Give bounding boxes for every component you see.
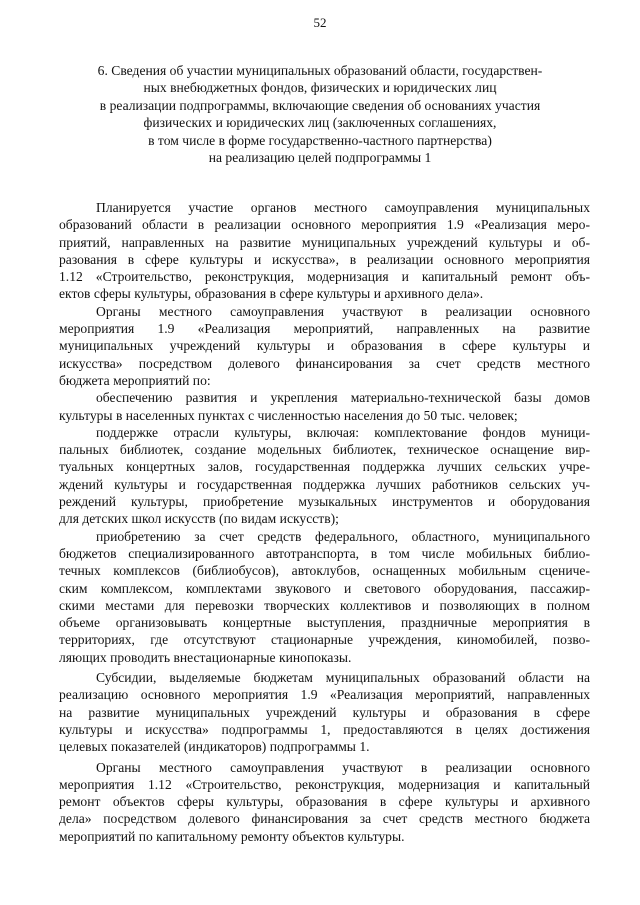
text-line: образований области в реализации основного мероприятия 1.9 «Реализация меро- xyxy=(59,217,590,233)
paragraph-participation xyxy=(59,199,590,303)
heading-line: в реализации подпрограммы, включающие сведения об основаниях участия xyxy=(99,97,541,113)
heading-line: в том числе в форме государственно-частного партнерства) xyxy=(148,132,492,148)
text-line: культуры в населенных пунктах с численностью населения до 50 тыс. человек; xyxy=(59,407,518,423)
text-line: ремонт объектов сферы культуры, образования в сфере культуры и архивного xyxy=(59,794,590,810)
page-number: 52 xyxy=(313,15,327,30)
paragraph-culture-support xyxy=(59,424,590,528)
text-line: течных комплексов (библиобусов), автоклубов, оснащенных мобильным сцениче- xyxy=(59,563,590,579)
text-line: обеспечению развития и укрепления материально-технической базы домов xyxy=(96,390,590,406)
text-line: приятий, направленных на развитие муниципальных учреждений культуры и об- xyxy=(59,234,590,250)
text-line: Субсидии, выделяемые бюджетам муниципальных образований области на xyxy=(96,670,590,686)
text-line: для детских школ искусств (по видам искусств); xyxy=(59,511,339,527)
text-line: муниципальных учреждений культуры и образования в сфере культуры и xyxy=(59,338,590,354)
section-heading xyxy=(80,62,560,166)
paragraph-material-base xyxy=(59,389,590,424)
paragraph-autotransport xyxy=(59,528,590,666)
text-line: бюджета мероприятий по: xyxy=(59,372,211,388)
paragraph-measure-1-9 xyxy=(59,303,590,389)
text-line: мероприятия 1.9 «Реализация мероприятий, направленных на развитие xyxy=(59,321,590,337)
text-line: разования в сфере культуры и искусства», в реализации основного мероприятия xyxy=(59,251,590,267)
text-line: ляющих проводить внестационарные кинопоказы. xyxy=(59,649,352,665)
heading-line: физических и юридических лиц (заключенных соглашениях, xyxy=(143,115,497,131)
text-line: Органы местного самоуправления участвуют в реализации основного xyxy=(96,303,590,319)
text-line: целевых показателей (индикаторов) подпрограммы 1. xyxy=(59,739,370,755)
text-line: культуры и искусства» подпрограммы 1, предоставляются в целях достижения xyxy=(59,721,590,737)
text-line: на развитие муниципальных учреждений культуры и образования в сфере xyxy=(59,704,590,720)
text-line: ским комплексом, комплектами звукового и светового оборудования, пассажир- xyxy=(59,580,590,596)
text-line: ждений культуры и государственная поддержка лучших работников сельских уч- xyxy=(59,476,590,492)
text-line: искусства» посредством долевого финансирования за счет средств местного xyxy=(59,355,590,371)
text-line: мероприятия 1.12 «Строительство, реконструкция, модернизация и капитальный xyxy=(59,776,590,792)
text-line: дела» посредством долевого финансирования за счет средств местного бюджета xyxy=(59,811,590,827)
text-line: территориях, где отсутствуют стационарные учреждения, киномобилей, позво- xyxy=(59,632,590,648)
text-line: поддержке отрасли культуры, включая: комплектование фондов муници- xyxy=(96,424,590,440)
text-line: скими местами для перевозки творческих коллективов и позволяющих в полном xyxy=(59,597,590,613)
text-line: приобретению за счет средств федерального, областного, муниципального xyxy=(96,528,590,544)
text-line: бюджетов специализированного автотранспорта, в том числе мобильных библио- xyxy=(59,545,590,561)
text-line: 1.12 «Строительство, реконструкция, модернизация и капитальный ремонт объ- xyxy=(59,269,590,285)
heading-line: на реализацию целей подпрограммы 1 xyxy=(208,150,432,166)
text-line: реждений культуры, приобретение музыкальных инструментов и оборудования xyxy=(59,494,590,510)
text-line: Планируется участие органов местного самоуправления муниципальных xyxy=(96,200,590,215)
paragraph-subsidies xyxy=(59,669,590,755)
heading-line: ных внебюджетных фондов, физических и юридических лиц xyxy=(143,80,497,96)
text-line: ектов сферы культуры, образования в сфере культуры и архивного дела». xyxy=(59,286,484,302)
paragraph-measure-1-12 xyxy=(59,759,590,845)
text-line: пальных библиотек, создание модельных библиотек, техническое оснащение вир- xyxy=(59,442,590,458)
document-body xyxy=(59,199,590,845)
text-line: туальных концертных залов, государственная поддержка лучших сельских учре- xyxy=(59,459,590,475)
text-line: мероприятий по капитальному ремонту объектов культуры. xyxy=(59,828,405,844)
text-line: Органы местного самоуправления участвуют в реализации основного xyxy=(96,759,590,775)
text-line: объеме организовывать концертные выступления, праздничные мероприятия в xyxy=(59,615,590,631)
heading-line: 6. Сведения об участии муниципальных образований области, государствен- xyxy=(97,63,543,78)
text-line: реализацию основного мероприятия 1.9 «Реализация мероприятий, направленных xyxy=(59,687,590,703)
